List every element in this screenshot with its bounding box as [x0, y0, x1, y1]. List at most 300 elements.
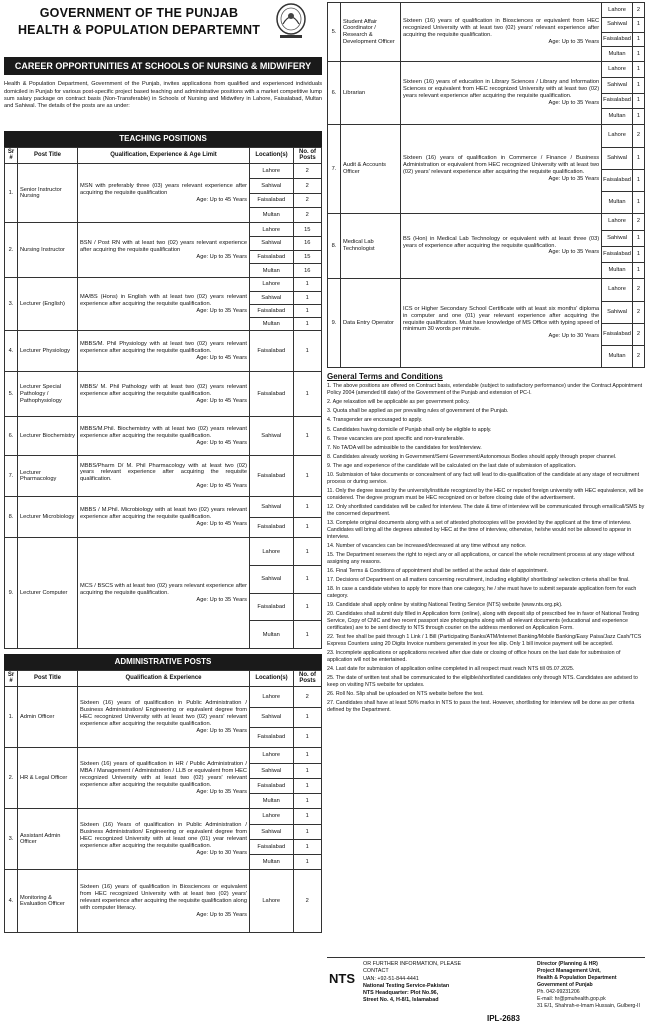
location-row	[250, 317, 321, 330]
location-row	[250, 593, 321, 621]
director-line: Ph. 042-99231206	[537, 989, 580, 996]
location-row	[602, 214, 644, 230]
contact-line: CONTACT	[363, 968, 389, 975]
location-row	[250, 237, 321, 251]
location-row	[250, 278, 321, 291]
table-row	[328, 279, 645, 368]
post-count: 15	[293, 223, 321, 237]
qualification-text: Sixteen (16) years of qualification in Public Administration / Business Administration/ Engineering or equivalent degree from HEC recognized University with at least two (02) years' relevant experience after acquiring the requisite qualification.	[80, 700, 247, 727]
location-row	[250, 417, 321, 455]
location-row	[602, 147, 644, 169]
post-count: 1	[293, 748, 321, 763]
row-locations	[250, 372, 322, 417]
locations-subtable	[602, 3, 644, 61]
term-item: 7. No TA/DA will be admissible to the candidates for test/interview.	[327, 444, 482, 451]
location-row	[250, 497, 321, 517]
age-limit: Age: Up to 35 Years	[196, 596, 247, 603]
col-post: Post Title	[18, 670, 78, 687]
age-limit: Age: Up to 35 Years	[196, 307, 247, 314]
row-sr: 9.	[328, 279, 341, 368]
table-row	[5, 372, 322, 417]
location-name: Sahiwal	[261, 433, 282, 440]
dept-title: HEALTH & POPULATION DEPARTEMNT	[17, 23, 261, 37]
post-count: 15	[293, 250, 321, 264]
qualification-text: Sixteen (16) years of qualification in Commerce / Finance / Business Administration or equivalent from HEC recognized University with at least two (02) years' relevant experience after acquiring the requisite qualification.	[403, 155, 600, 175]
row-sr: 7.	[328, 125, 341, 214]
row-sr: 4.	[5, 331, 18, 372]
qualification-text: MBBS/Pharm D/ M. Phil Pharmacology with at least two (02) years relevant experience after acquiring the requisite qualification.	[80, 462, 247, 483]
post-count: 2	[293, 193, 321, 208]
table-row	[328, 62, 645, 125]
location-name: Multan	[262, 320, 280, 327]
location-name: Faisalabad	[602, 32, 632, 47]
location-name: Sahiwal	[250, 824, 293, 839]
location-row	[250, 870, 321, 932]
location-row	[602, 301, 644, 323]
location-name: Sahiwal	[250, 763, 293, 778]
location-name: Lahore	[602, 214, 632, 230]
location-row	[250, 179, 321, 194]
row-post-title: Lecturer Biochemistry	[18, 417, 78, 456]
term-item: 9. The age and experience of the candidate will be calculated on the last date of submission of application.	[327, 463, 577, 470]
post-count: 1	[632, 78, 644, 94]
row-post-title: Admin Officer	[18, 687, 78, 748]
qualification-text: Sixteen (16) years of education in Library Sciences / Library and Information Sciences or equivalent from HEC recognized University with at least two (02) years relevant experience after acquiring the requisite qualification.	[403, 79, 600, 99]
location-row	[602, 62, 644, 78]
term-item: 15. The Department reserves the right to reject any or all applications, or cancel the whole recruitment process at any stage without assigning any reasons.	[327, 551, 635, 565]
location-name: Multan	[262, 631, 280, 638]
row-locations	[250, 748, 322, 809]
row-locations	[602, 3, 645, 62]
post-count: 1	[293, 538, 321, 566]
post-count: 1	[293, 778, 321, 793]
location-name: Faisalabad	[250, 778, 293, 793]
table-row	[5, 223, 322, 278]
location-row	[250, 291, 321, 304]
location-name: Multan	[262, 797, 280, 804]
location-row	[602, 93, 644, 109]
post-count: 1	[632, 191, 644, 213]
location-row	[250, 331, 321, 371]
post-count: 2	[293, 164, 321, 179]
post-count: 1	[293, 317, 321, 330]
location-name: Sahiwal	[602, 147, 632, 169]
post-count: 2	[293, 870, 321, 932]
row-post-title: HR & Legal Officer	[18, 748, 78, 809]
row-qualification	[78, 687, 250, 748]
location-row	[250, 264, 321, 278]
qualification-text: MBBS/ M. Phil Pathology with at least two (02) years relevant experience after acquiring the requisite qualification.	[80, 384, 247, 397]
row-qualification	[78, 223, 250, 278]
location-name: Faisalabad	[257, 391, 286, 398]
row-locations	[250, 331, 322, 372]
location-row	[602, 323, 644, 345]
post-count: 1	[632, 18, 644, 33]
age-limit: Age: Up to 35 Years	[196, 788, 247, 795]
post-count: 1	[632, 230, 644, 246]
locations-subtable	[250, 687, 321, 747]
table-row	[5, 870, 322, 933]
director-line: E-mail: hr@pmuhealth.gop.pk	[537, 996, 606, 1003]
locations-subtable	[602, 125, 644, 213]
row-post-title: Lecturer Microbiology	[18, 497, 78, 538]
location-name: Sahiwal	[250, 497, 293, 517]
term-item: 12. Only shortlisted candidates will be called for interview. The date & time of interview will be communicated through email/call/SMS by the concerned department.	[327, 504, 645, 517]
post-count: 1	[293, 793, 321, 808]
location-row	[250, 824, 321, 839]
location-name: Faisalabad	[250, 193, 293, 208]
row-sr: 7.	[5, 456, 18, 497]
row-post-title: Audit & Accounts Officer	[341, 125, 401, 214]
term-item: 11. Only the degree issued by the university/institute recognized by the HEC or reputed foreign university with HEC equivalence, will be considered. The degree program must be HEC recognized on or before closing date of the advertisement.	[327, 488, 644, 502]
row-sr: 3.	[5, 278, 18, 331]
location-name: Faisalabad	[257, 348, 286, 355]
post-count: 2	[632, 301, 644, 323]
row-sr: 8.	[5, 497, 18, 538]
location-name: Lahore	[250, 748, 293, 763]
age-limit: Age: Up to 35 Years	[196, 253, 247, 260]
locations-subtable	[250, 497, 321, 537]
row-locations	[250, 538, 322, 649]
post-count: 1	[632, 32, 644, 47]
row-locations	[250, 870, 322, 933]
location-row	[250, 687, 321, 707]
age-limit: Age: Up to 35 Years	[548, 38, 600, 45]
col-qual: Qualification & Experience	[78, 670, 250, 687]
col-no: No. of Posts	[294, 670, 322, 687]
location-name: Faisalabad	[602, 169, 632, 191]
qualification-text: MBBS/M. Phil Physiology with at least two (02) years relevant experience after acquiring the requisite qualification.	[80, 341, 247, 354]
location-row	[250, 223, 321, 237]
qualification-text: MSN with preferably three (03) years relevant experience after acquiring the requisite qualification	[80, 183, 247, 196]
age-limit: Age: Up to 45 Years	[196, 520, 247, 527]
table-row	[5, 538, 322, 649]
location-row	[250, 809, 321, 824]
row-locations	[250, 456, 322, 497]
location-name: Faisalabad	[602, 323, 632, 345]
career-banner: CAREER OPPORTUNITIES AT SCHOOLS OF NURSING & MIDWIFERY	[4, 57, 322, 75]
row-locations	[250, 278, 322, 331]
location-row	[250, 727, 321, 747]
locations-subtable	[250, 538, 321, 648]
row-qualification	[401, 62, 602, 125]
post-count: 1	[293, 824, 321, 839]
location-name: Multan	[608, 198, 626, 205]
qualification-text: MCS / BSCS with at least two (02) years relevant experience after acquiring the requisite qualification.	[80, 583, 247, 596]
table-row	[5, 456, 322, 497]
contact-line: OR FURTHER INFORMATION, PLEASE	[363, 961, 462, 967]
location-name: Faisalabad	[250, 593, 293, 621]
post-count: 1	[293, 839, 321, 854]
location-name: Multan	[608, 50, 626, 57]
contact-line: UAN: +92-51-844-4441	[363, 975, 419, 982]
row-qualification	[78, 456, 250, 497]
row-sr: 2.	[5, 748, 18, 809]
row-qualification	[401, 3, 602, 62]
post-count: 1	[632, 169, 644, 191]
term-item: 8. Candidates already working in Government/Semi Government/Autonomous Bodies should apply through proper channel.	[327, 454, 617, 461]
location-name: Lahore	[602, 3, 632, 18]
post-count: 2	[293, 179, 321, 194]
term-item: 26. Roll No. Slip shall be uploaded on NTS website before the test.	[327, 690, 484, 697]
location-row	[250, 566, 321, 594]
intro-paragraph: Health & Population Department, Government of the Punjab, invites applications from qualified and experienced individuals domiciled in Punjab for various post-specific project based teaching and administrative positions with a market competitive lump sum salary package on contract basis (Non-Transferable) in Schools of Nursing and Midwifery in Lahore, Faisalabad, Multan and Sahiwal. The details of the posts are as under:	[4, 81, 322, 110]
location-row	[602, 47, 644, 62]
row-post-title: Assistant Admin Officer	[18, 809, 78, 870]
term-item: 10. Submission of fake documents or concealment of any fact will lead to dis-qualification of the candidate at any stage of recruitment process or during service.	[327, 472, 640, 486]
row-qualification	[401, 279, 602, 368]
post-count: 1	[293, 417, 321, 455]
post-count: 1	[632, 246, 644, 262]
location-row	[250, 304, 321, 317]
age-limit: Age: Up to 45 Years	[196, 439, 247, 446]
location-name: Faisalabad	[250, 250, 293, 264]
row-sr: 8.	[328, 214, 341, 279]
row-qualification	[78, 164, 250, 223]
location-row	[602, 262, 644, 278]
col-post: Post Title	[18, 147, 78, 164]
director-line: Director (Planning & HR)	[537, 961, 598, 967]
row-locations	[602, 279, 645, 368]
term-item: 1. The above positions are offered on Contract basis, extendable (subject to satisfactory performance) under the Contract Appointment Policy 2004 (amended till date) of the Government of the Punjab and extension of PC-I.	[327, 383, 643, 396]
row-locations	[602, 62, 645, 125]
nts-logo: NTS	[329, 971, 355, 986]
location-row	[250, 778, 321, 793]
post-count: 16	[293, 264, 321, 278]
admin-table-continued	[327, 2, 645, 368]
row-post-title: Monitoring & Evaluation Officer	[18, 870, 78, 933]
row-post-title: Nursing Instructor	[18, 223, 78, 278]
term-item: 22. Test fee shall be paid through 1 Link / 1 Bill (Participating Banks/ATM/Internet Banking/Mobile Banking/Easy Paisa/Jazz Cash/TCS Express Counters using 20 Digits Invoice numbers generated in your fee slip. Only 1 bill invoice payment will be accepted.	[327, 633, 642, 647]
location-name: Sahiwal	[250, 179, 293, 194]
age-limit: Age: Up to 35 Years	[548, 249, 600, 256]
location-row	[602, 279, 644, 301]
age-limit: Age: Up to 30 Years	[196, 849, 247, 856]
right-column	[327, 2, 645, 1023]
qualification-text: MBBS/M.Phil. Biochemistry with at least two (02) years relevant experience after acquiring the requisite qualification.	[80, 426, 247, 439]
ipl-number: IPL-2683	[487, 1014, 520, 1023]
row-sr: 6.	[328, 62, 341, 125]
location-name: Multan	[262, 212, 280, 219]
location-name: Lahore	[250, 538, 293, 566]
location-name: Sahiwal	[602, 78, 632, 94]
post-count: 1	[293, 727, 321, 747]
post-count: 1	[293, 621, 321, 649]
table-row	[328, 214, 645, 279]
locations-subtable	[250, 417, 321, 455]
teaching-heading: TEACHING POSITIONS	[4, 131, 322, 146]
location-name: Multan	[262, 858, 280, 865]
table-row	[5, 687, 322, 748]
location-name: Sahiwal	[602, 230, 632, 246]
location-name: Lahore	[250, 687, 293, 707]
location-name: Multan	[262, 267, 280, 274]
location-row	[250, 748, 321, 763]
post-count: 2	[632, 3, 644, 18]
left-column	[4, 2, 322, 933]
table-row	[5, 417, 322, 456]
post-count: 2	[632, 323, 644, 345]
term-item: 18. In case a candidate wishes to apply for more than one category, he / she must have to submit separate application form for each category.	[327, 586, 637, 599]
footer-director	[537, 961, 645, 1010]
qualification-text: Sixteen (16) years of qualification in Biosciences or equivalent from HEC recognized University with at least two (02) years' relevant experience after acquiring the requisite qualification.	[403, 18, 600, 38]
post-count: 1	[632, 47, 644, 62]
location-row	[250, 250, 321, 264]
age-limit: Age: Up to 45 Years	[196, 483, 247, 490]
location-row	[602, 169, 644, 191]
post-count: 2	[632, 125, 644, 147]
location-name: Multan	[608, 113, 626, 120]
term-item: 14. Number of vacancies can be increased/decreased at any time without any notice.	[327, 542, 527, 549]
post-count: 1	[293, 304, 321, 317]
location-name: Sahiwal	[250, 566, 293, 594]
row-post-title: Lecturer Pharmacology	[18, 456, 78, 497]
row-locations	[250, 164, 322, 223]
table-row	[5, 497, 322, 538]
locations-subtable	[250, 223, 321, 277]
row-qualification	[78, 417, 250, 456]
footer	[327, 957, 645, 1023]
locations-subtable	[250, 809, 321, 869]
table-row	[5, 331, 322, 372]
age-limit: Age: Up to 45 Years	[196, 196, 247, 203]
col-sr: Sr #	[5, 670, 18, 687]
row-locations	[602, 125, 645, 214]
row-locations	[250, 223, 322, 278]
row-locations	[250, 417, 322, 456]
row-qualification	[78, 538, 250, 649]
term-item: 2. Age relaxation will be applicable as per government policy.	[327, 399, 470, 406]
location-row	[250, 538, 321, 566]
age-limit: Age: Up to 35 Years	[196, 727, 247, 734]
post-count: 1	[632, 109, 644, 125]
qualification-text: MBBS / M.Phil. Microbiology with at least two (02) years relevant experience after acquiring the requisite qualification.	[80, 507, 247, 520]
post-count: 1	[293, 517, 321, 537]
row-qualification	[78, 331, 250, 372]
row-qualification	[78, 748, 250, 809]
row-locations	[250, 497, 322, 538]
location-name: Lahore	[250, 164, 293, 179]
location-row	[250, 793, 321, 808]
row-post-title: Medical Lab Technologist	[341, 214, 401, 279]
location-name: Sahiwal	[250, 707, 293, 727]
location-row	[602, 32, 644, 47]
post-count: 1	[293, 278, 321, 291]
director-line: Health & Population Department	[537, 975, 617, 982]
location-row	[602, 191, 644, 213]
locations-subtable	[602, 279, 644, 367]
location-name: Multan	[608, 352, 626, 359]
locations-subtable	[250, 164, 321, 222]
table-row	[5, 164, 322, 223]
terms-list	[327, 383, 645, 713]
location-row	[602, 109, 644, 125]
footer-contact	[363, 961, 493, 1005]
term-item: 6. These vacancies are post specific and non-transferable.	[327, 435, 465, 442]
contact-line: NTS Headquarter: Plot No.96,	[363, 990, 439, 997]
location-row	[250, 763, 321, 778]
row-locations	[602, 214, 645, 279]
post-count: 1	[293, 331, 321, 371]
post-count: 1	[293, 456, 321, 496]
term-item: 27. Candidates shall have at least 50% marks in NTS to pass the test. However, shortlisting for interview will be done as per criteria defined by the Department.	[327, 700, 635, 713]
location-name: Sahiwal	[602, 18, 632, 33]
location-row	[250, 707, 321, 727]
locations-subtable	[250, 456, 321, 496]
age-limit: Age: Up to 45 Years	[196, 354, 247, 361]
location-row	[602, 345, 644, 367]
term-item: 19. Candidate shall apply online by visiting National Testing Service (NTS) website (www.nts.org.pk).	[327, 602, 563, 609]
post-count: 1	[293, 566, 321, 594]
term-item: 16. Final Terms & Conditions of appointment shall be settled at the actual date of appointment.	[327, 567, 549, 574]
director-line: Government of Punjab	[537, 982, 593, 989]
gov-title: GOVERNMENT OF THE PUNJAB	[39, 6, 239, 20]
location-name: Faisalabad	[250, 839, 293, 854]
col-loc: Location(s)	[250, 670, 294, 687]
row-sr: 5.	[5, 372, 18, 417]
term-item: 23. Incomplete applications or applications received after due date or closing of office hours on the last date for submission of application will not be entertained.	[327, 649, 621, 663]
term-item: 5. Candidates having domicile of Punjab shall only be eligible to apply.	[327, 426, 492, 433]
location-row	[250, 372, 321, 416]
row-locations	[250, 809, 322, 870]
row-qualification	[401, 125, 602, 214]
qualification-text: ICS or Higher Secondary School Certificate with at least six months' diploma in computer and one (01) year relevant experience after acquiring the requisite qualification. Must have knowledge of MS Office with typing speed of minimum 30 words per minute.	[403, 305, 600, 333]
location-name: Faisalabad	[250, 304, 293, 317]
post-count: 2	[632, 345, 644, 367]
location-name: Lahore	[602, 125, 632, 147]
row-locations	[250, 687, 322, 748]
table-row	[328, 125, 645, 214]
age-limit: Age: Up to 35 Years	[196, 911, 247, 918]
punjab-emblem-icon	[274, 2, 308, 40]
location-row	[602, 125, 644, 147]
locations-subtable	[250, 278, 321, 330]
qualification-text: Sixteen (16) years of qualification in HR / Public Administration / MBA / Management / Administration / LLB or equivalent from HEC recognized University with at least two (02) years' relevant experience after acquiring the requisite qualification.	[80, 761, 247, 788]
header	[4, 2, 322, 50]
post-count: 1	[293, 291, 321, 304]
location-row	[250, 456, 321, 496]
row-sr: 4.	[5, 870, 18, 933]
term-item: 13. Complete original documents along with a set of attested photocopies will be provided by the applicant at the time of interview. Candidates will bring all the degrees attested by HEC at the time of interview, otherwise, he/she would not be allowed to appear in interview.	[327, 520, 632, 540]
post-count: 2	[293, 208, 321, 223]
term-item: 20. Candidates shall submit duly filled in Application form (online), along with deposit slip of prescribed fee in favor of National Testing Service, Copy of CNIC and two recent passport size photographs along with all relevant documents (educational and experience certificates) are to be sent directly to NTS through courier on the address mentioned on Application Form.	[327, 611, 640, 631]
row-qualification	[78, 372, 250, 417]
location-row	[250, 193, 321, 208]
qualification-text: Sixteen (16) Years of qualification in Public Administration / Business Administration/ Engineering or equivalent degree from HEC recognized University with at least one (01) year relevant experience after acquiring the requisite qualification.	[80, 822, 247, 849]
qualification-text: BS (Hon) in Medical Lab Technology or equivalent with at least three (03) years of experience after acquiring the requisite qualification.	[403, 235, 600, 249]
row-post-title: Lecturer Computer	[18, 538, 78, 649]
post-count: 1	[293, 707, 321, 727]
teaching-table	[4, 147, 322, 650]
col-loc: Location(s)	[250, 147, 294, 164]
col-no: No. of Posts	[294, 147, 322, 164]
row-sr: 6.	[5, 417, 18, 456]
post-count: 1	[293, 372, 321, 416]
qualification-text: BSN / Post RN with at least two (02) years relevant experience after acquiring the requisite qualification	[80, 240, 247, 253]
row-post-title: Lecturer Physiology	[18, 331, 78, 372]
location-name: Faisalabad	[257, 734, 286, 741]
table-row	[5, 748, 322, 809]
row-qualification	[401, 214, 602, 279]
qualification-text: Sixteen (16) years of qualification in Biosciences or equivalent from HEC recognized University with at least two (02) years' relevant experience after acquiring the requisite qualification along with computer literacy.	[80, 884, 247, 911]
table-row	[5, 278, 322, 331]
row-post-title: Lecturer Special Pathology / Pathophysiology	[18, 372, 78, 417]
post-count: 1	[632, 147, 644, 169]
row-sr: 3.	[5, 809, 18, 870]
age-limit: Age: Up to 35 Years	[548, 175, 600, 182]
post-count: 2	[293, 687, 321, 707]
location-name: Lahore	[602, 279, 632, 301]
